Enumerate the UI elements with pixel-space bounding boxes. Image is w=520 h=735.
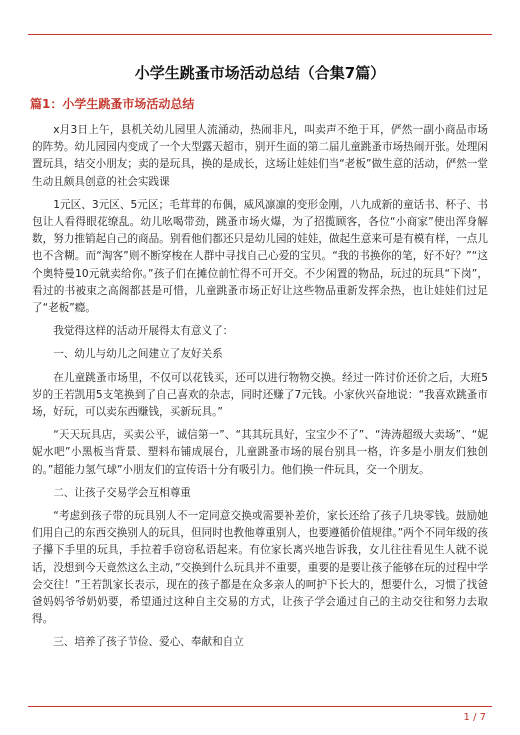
subheading: 一、幼儿与幼儿之间建立了友好关系 [53, 348, 223, 361]
paragraph: 1元区、3元区、5元区；毛茸茸的布偶，威风凛凛的变形金刚，八九成新的童话书、杯子、书包让人看得眼花缭乱。幼儿吆喝带劲，跳蚤市场火爆，为了招揽顾客，各位“小商家”使出浑身解数，努力推销起自己的商品。别看他们都还只是幼儿园的娃娃，做起生意来可是有模有样，一点儿也不含糊。而“淘客”则不断穿梭在人群中寻找自己心爱的宝贝。“我的书换你的笔，好不好？”“这个奥特曼10元就卖给你。”孩子们在摊位前忙得不可开交。不少闲置的物品，玩过的玩具“下岗”，看过的书被束之高阁都甚是可惜，儿童跳蚤市场正好让这些物品重新发挥余热，也让娃娃们过足了“老板”瘾。 [32, 198, 488, 315]
paragraph: “考虑到孩子带的玩具别人不一定同意交换或需要补差价，家长还给了孩子几块零钱。鼓励她们用自己的东西交换别人的玩具，但同时也教他尊重别人，也要遵循价值规律。”两个不同年级的孩子攥下手里的玩具，手拉着手窃窃私语起来。有位家长离兴地告诉我，女儿往往看见生人就不说话，没想到今天竟然这么主动，”交换到什么玩具并不重要，重要的是要让孩子能够在玩的过程中学会交往！”王若凯家长表示，现在的孩子都是在众多亲人的呵护下长大的，想要什么，习惯了找爸爸妈妈爷爷奶奶要，希望通过这种自主交易的方式，让孩子学会通过自己的主动交往和努力去取得。 [32, 510, 488, 626]
header-rule [28, 34, 492, 35]
section-heading: 篇1：小学生跳蚤市场活动总结 [30, 97, 195, 111]
paragraph: 我觉得这样的活动开展得太有意义了： [53, 325, 234, 338]
paragraph: x月3日上午，县机关幼儿园里人流涌动，热闹非凡，叫卖声不绝于耳，俨然一副小商品市场的阵势。幼儿园园内变成了一个大型露天超市，别开生面的第二届儿童跳蚤市场热闹开张。处理闲置玩具，结交小朋友；卖的是玩具，换的是成长，这场让娃娃们当“老板”做生意的活动，俨然一堂生动且颇具创意的社会实践课 [32, 124, 488, 188]
document-title: 小学生跳蚤市场活动总结（合集7篇） [134, 64, 386, 82]
document-body [32, 62, 488, 658]
subheading: 二、让孩子交易学会互相尊重 [53, 486, 191, 499]
subheading: 三、培养了孩子节俭、爱心、奉献和自立 [53, 636, 244, 649]
paragraph: “天天玩具店，买卖公平，诚信第一”、“其其玩具好，宝宝少不了”、“涛涛超级大卖场”、“妮妮水吧”小黑板当背景、塑料布铺成展台，儿童跳蚤市场的展台别具一格，许多是小朋友们独创的。”超能力氢气球”小朋友们的宣传语十分有吸引力。他们换一件玩具，交一个朋友。 [32, 429, 488, 476]
footer-rule [28, 706, 492, 707]
page-number: 1 / 7 [463, 712, 486, 723]
paragraph: 在儿童跳蚤市场里，不仅可以花钱买，还可以进行物物交换。经过一阵讨价还价之后，大班5岁的王若凯用5支笔换到了自己喜欢的杂志，同时还赚了7元钱。小家伙兴奋地说：“我喜欢跳蚤市场，好玩，可以卖东西赚钱，买新玩具。” [32, 371, 488, 419]
